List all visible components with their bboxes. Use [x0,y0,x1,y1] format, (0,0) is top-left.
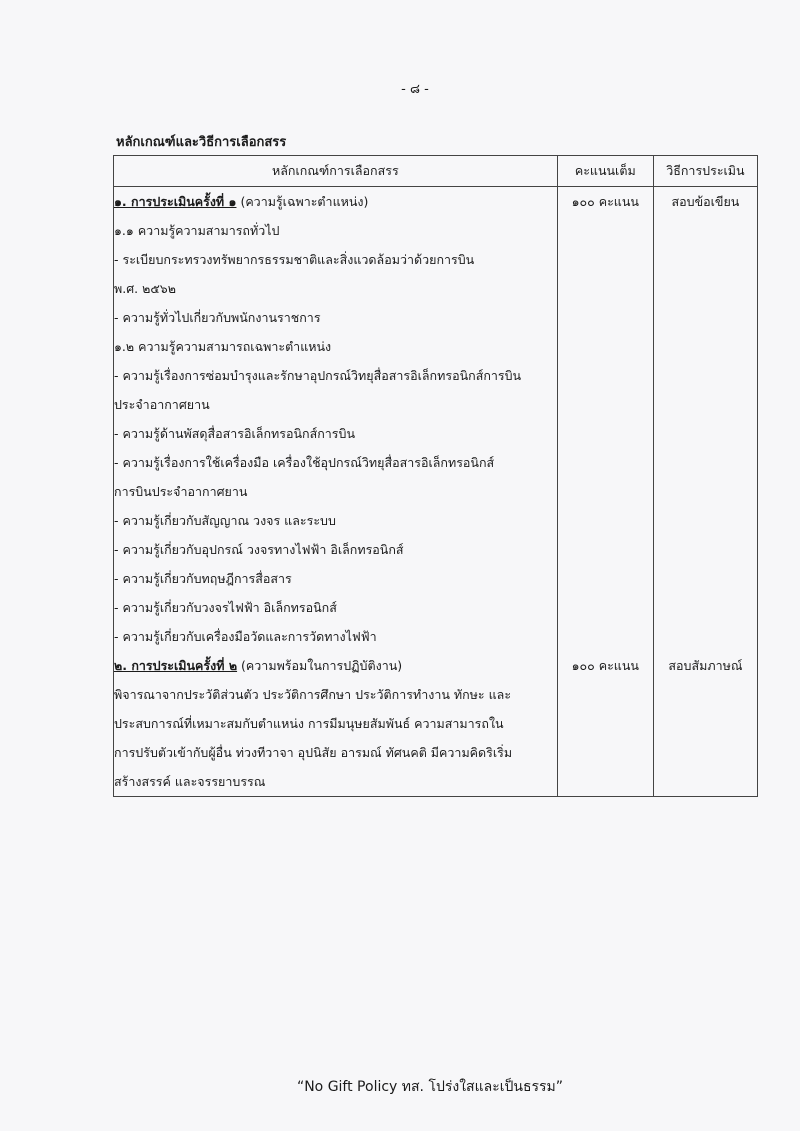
score-cell [557,651,653,797]
criteria-line: การปรับตัวเข้ากับผู้อื่น ท่วงทีวาจา อุปนิสัย อารมณ์ ทัศนคติ มีความคิดริเริ่ม [114,745,513,760]
criteria-line: สร้างสรรค์ และจรรยาบรรณ [114,774,266,789]
criteria-line: พิจารณาจากประวัติส่วนตัว ประวัติการศึกษา ประวัติการทำงาน ทักษะ และ [114,687,512,702]
header-score: คะแนนเต็ม [557,156,653,187]
criteria-line: ประจำอากาศยาน [114,397,210,412]
table-row [114,651,758,797]
criteria-line: - ความรู้ด้านพัสดุสื่อสารอิเล็กทรอนิกส์การบิน [114,426,355,441]
row-heading [114,187,557,216]
assessment-2-note: (ความพร้อมในการปฏิบัติงาน) [237,658,403,673]
assessment-method: สอบข้อเขียน [671,194,740,209]
criteria-line: - ความรู้เกี่ยวกับทฤษฎีการสื่อสาร [114,571,292,586]
criteria-line: ๑.๒ ความรู้ความสามารถเฉพาะตำแหน่ง [114,339,332,354]
criteria-line: - ความรู้เกี่ยวกับเครื่องมือวัดและการวัดทางไฟฟ้า [114,629,377,644]
section-title: หลักเกณฑ์และวิธีการเลือกสรร [116,135,287,150]
page-number: - ๘ - [401,82,429,97]
criteria-line: - ความรู้เกี่ยวกับวงจรไฟฟ้า อิเล็กทรอนิกส์ [114,600,337,615]
table-row [114,187,758,652]
criteria-line: พ.ศ. ๒๕๖๒ [114,281,176,296]
criteria-table [113,155,758,797]
assessment-method: สอบสัมภาษณ์ [668,658,743,673]
row-heading [114,651,557,680]
criteria-line: - ความรู้เรื่องการซ่อมบำรุงและรักษาอุปกรณ์วิทยุสื่อสารอิเล็กทรอนิกส์การบิน [114,368,522,383]
footer-slogan: “No Gift Policy ทส. โปร่งใสและเป็นธรรม” [296,1079,564,1095]
assessment-1-note: (ความรู้เฉพาะตำแหน่ง) [236,194,369,209]
criteria-line: - ความรู้เรื่องการใช้เครื่องมือ เครื่องใช้อุปกรณ์วิทยุสื่อสารอิเล็กทรอนิกส์ [114,455,495,470]
criteria-line: ประสบการณ์ที่เหมาะสมกับตำแหน่ง การมีมนุษยสัมพันธ์ ความสามารถใน [114,716,504,731]
header-criteria: หลักเกณฑ์การเลือกสรร [114,156,558,187]
assessment-2-heading: ๒. การประเมินครั้งที่ ๒ [114,658,238,673]
score-cell [557,187,653,652]
header-method: วิธีการประเมิน [653,156,757,187]
full-score: ๑๐๐ คะแนน [571,658,639,673]
method-cell [653,187,757,652]
table-header-row [114,156,758,187]
criteria-cell [114,651,558,797]
criteria-line: ๑.๑ ความรู้ความสามารถทั่วไป [114,223,280,238]
criteria-line: - ความรู้เกี่ยวกับอุปกรณ์ วงจรทางไฟฟ้า อิเล็กทรอนิกส์ [114,542,404,557]
criteria-cell [114,187,558,652]
criteria-line: - ระเบียบกระทรวงทรัพยากรธรรมชาติและสิ่งแวดล้อมว่าด้วยการบิน [114,252,475,267]
criteria-line: - ความรู้เกี่ยวกับสัญญาณ วงจร และระบบ [114,513,336,528]
assessment-1-heading: ๑. การประเมินครั้งที่ ๑ [114,194,237,209]
method-cell [653,651,757,797]
full-score: ๑๐๐ คะแนน [571,194,639,209]
criteria-line: การบินประจำอากาศยาน [114,484,248,499]
criteria-line: - ความรู้ทั่วไปเกี่ยวกับพนักงานราชการ [114,310,321,325]
